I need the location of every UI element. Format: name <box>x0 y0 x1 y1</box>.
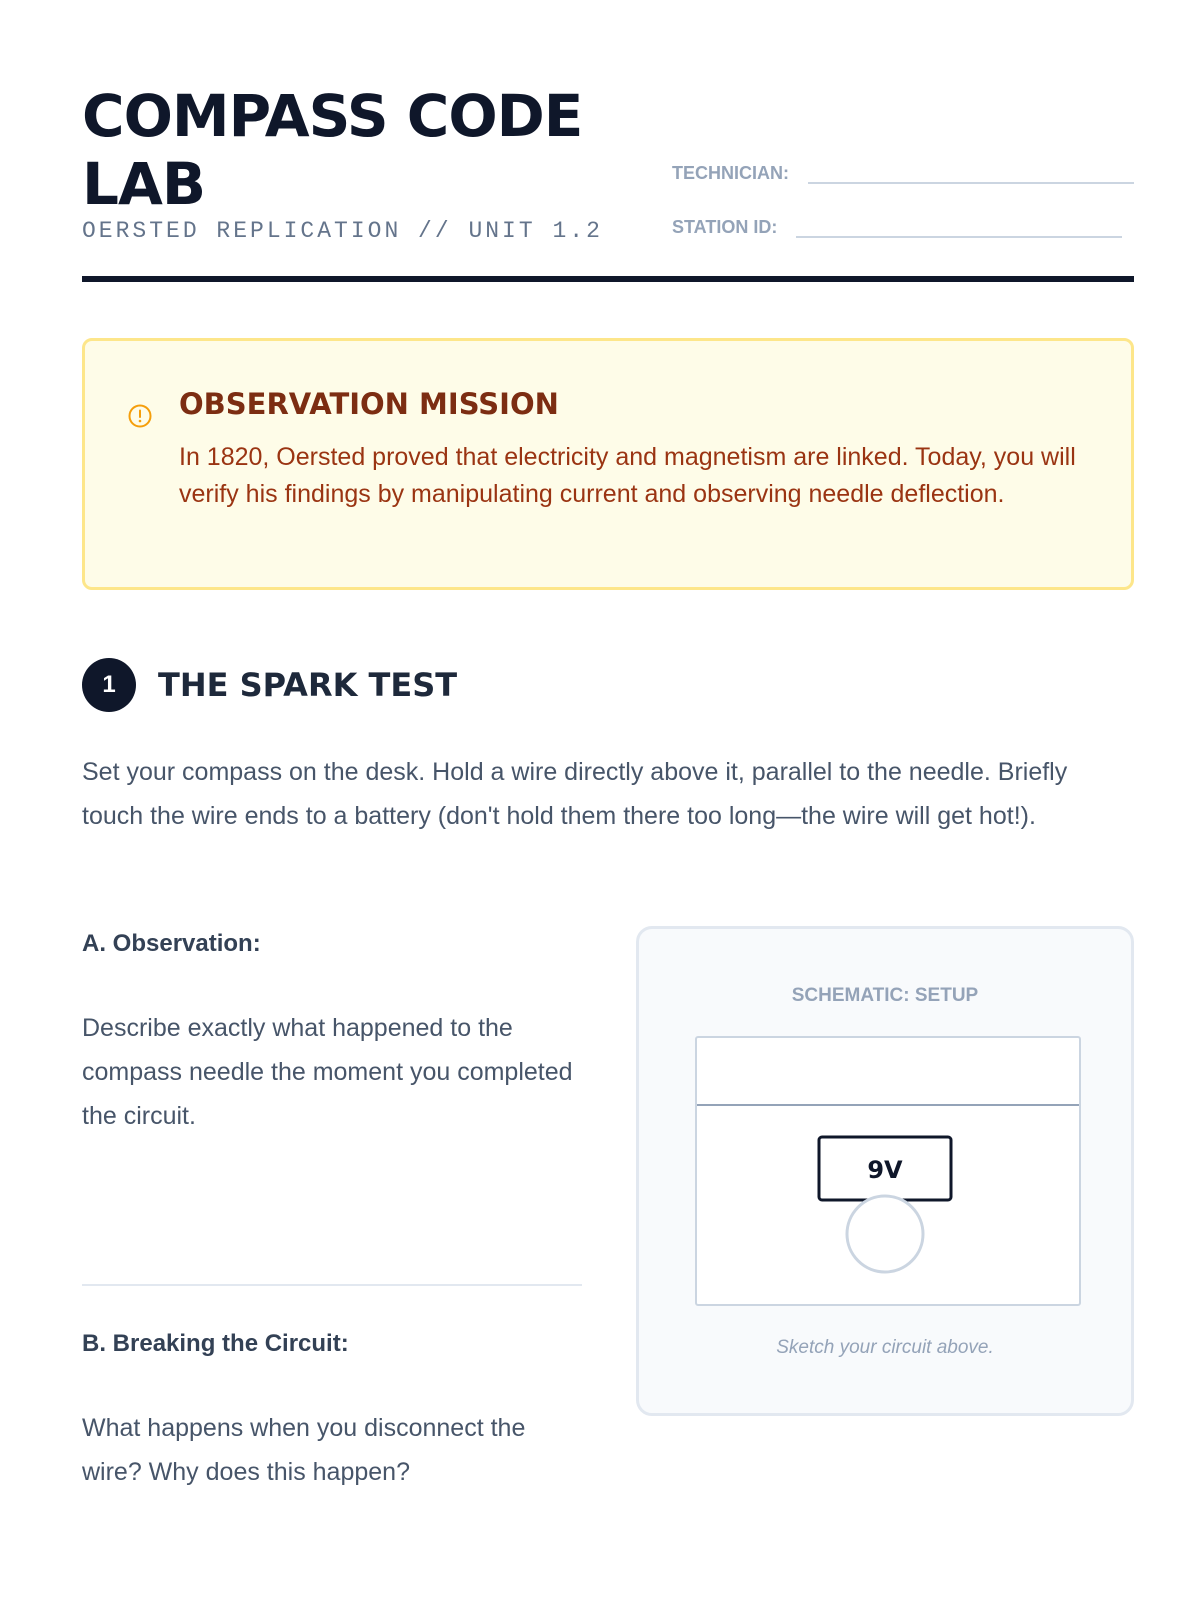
answer-line[interactable] <box>82 1284 582 1286</box>
question-a-text: Describe exactly what happened to the compass needle the moment you completed the circuit. <box>82 1014 573 1130</box>
compass-circle <box>847 1196 923 1272</box>
circuit-diagram <box>697 1038 1079 1304</box>
section-heading <box>82 658 457 712</box>
page-title: COMPASS CODE LAB <box>82 82 583 218</box>
technician-label: TECHNICIAN: <box>672 163 789 183</box>
question-b-text: What happens when you disconnect the wire? Why does this happen? <box>82 1414 526 1486</box>
question-a-label: A. Observation: <box>82 930 261 957</box>
schematic-panel <box>636 926 1134 1416</box>
question-b-label: B. Breaking the Circuit: <box>82 1330 349 1357</box>
worksheet-header <box>82 82 1134 282</box>
mission-callout <box>82 338 1134 590</box>
technician-field[interactable] <box>808 158 1134 184</box>
schematic-caption: Sketch your circuit above. <box>776 1337 994 1358</box>
station-row <box>672 212 1122 238</box>
section-intro: Set your compass on the desk. Hold a wire directly above it, parallel to the needle. Briefly touch the wire ends to a battery (don't hold them there too long—the wire will get hot!). <box>82 758 1068 830</box>
schematic-label: SCHEMATIC: SETUP <box>791 985 979 1006</box>
mission-title: OBSERVATION MISSION <box>179 387 559 421</box>
sketch-area[interactable] <box>695 1036 1081 1306</box>
station-id-field[interactable] <box>796 212 1122 238</box>
battery-label: 9V <box>867 1156 903 1184</box>
technician-row <box>672 158 1134 184</box>
mission-text: In 1820, Oersted proved that electricity and magnetism are linked. Today, you will verify his findings by manipulating current and observing needle deflection. <box>179 443 1076 508</box>
alert-circle-icon <box>127 403 153 429</box>
header-divider <box>82 276 1134 282</box>
section-number-badge: 1 <box>82 658 136 712</box>
page-subtitle: OERSTED REPLICATION // UNIT 1.2 <box>82 218 603 244</box>
station-label: STATION ID: <box>672 217 778 237</box>
section-title: THE SPARK TEST <box>158 666 458 704</box>
